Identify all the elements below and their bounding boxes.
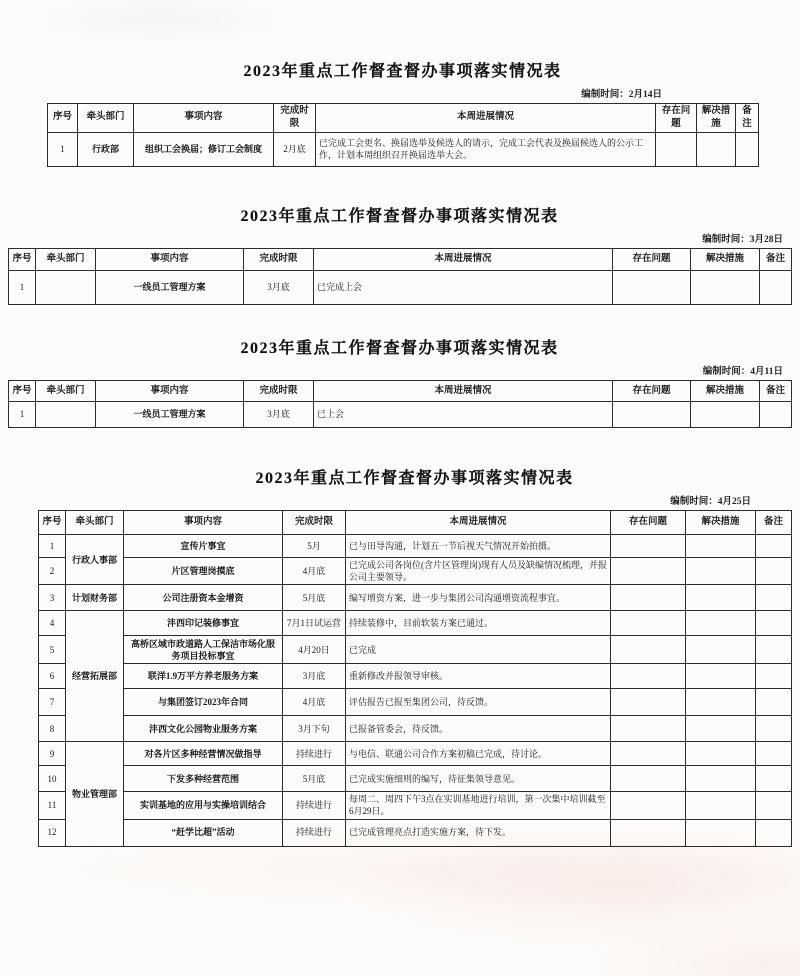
cell-note xyxy=(756,716,792,742)
cell-solution xyxy=(686,664,756,689)
cell-problem xyxy=(611,558,686,585)
cell-item: 实训基地的应用与实操培训结合 xyxy=(124,792,283,819)
table-row xyxy=(39,716,792,742)
cell-progress: 已完成上会 xyxy=(314,271,613,305)
col-header-dept: 牵头部门 xyxy=(78,104,134,133)
cell-dept xyxy=(36,271,96,305)
table-row xyxy=(39,819,792,846)
cell-item: 一线员工管理方案 xyxy=(96,402,244,428)
cell-deadline: 3月下旬 xyxy=(283,716,346,742)
cell-item: 下发多种经营范围 xyxy=(124,766,283,792)
cell-solution xyxy=(686,558,756,585)
cell-problem xyxy=(613,402,691,428)
col-header-item: 事项内容 xyxy=(96,381,244,402)
cell-no: 1 xyxy=(39,535,66,558)
cell-progress: 已完成公司各岗位(含片区管理岗)现有人员及缺编情况梳理，并报公司主要领导。 xyxy=(346,558,611,585)
col-header-problem: 存在问题 xyxy=(611,511,686,535)
cell-solution xyxy=(686,535,756,558)
col-header-no: 序号 xyxy=(39,511,66,535)
cell-deadline: 持续进行 xyxy=(283,742,346,766)
cell-no: 1 xyxy=(9,271,36,305)
cell-solution xyxy=(686,689,756,716)
table-row xyxy=(39,664,792,689)
cell-solution xyxy=(686,716,756,742)
header-row xyxy=(48,104,759,133)
cell-item: 一线员工管理方案 xyxy=(96,271,244,305)
cell-problem xyxy=(611,689,686,716)
status-table xyxy=(38,510,792,847)
cell-no: 4 xyxy=(39,611,66,636)
cell-note xyxy=(756,585,792,611)
col-header-no: 序号 xyxy=(9,381,36,402)
table-row xyxy=(39,742,792,766)
table-row xyxy=(39,535,792,558)
col-header-item: 事项内容 xyxy=(96,249,244,271)
status-table xyxy=(8,380,792,428)
compile-date: 编制时间：3月28日 xyxy=(702,235,783,245)
cell-solution xyxy=(686,585,756,611)
col-header-problem: 存在问题 xyxy=(613,381,691,402)
cell-no: 1 xyxy=(9,402,36,428)
cell-note xyxy=(756,558,792,585)
cell-no: 8 xyxy=(39,716,66,742)
cell-problem xyxy=(611,535,686,558)
cell-solution xyxy=(691,271,760,305)
cell-problem xyxy=(656,132,697,166)
cell-progress: 已报备管委会，待反馈。 xyxy=(346,716,611,742)
cell-note xyxy=(756,664,792,689)
cell-item: 高桥区域市政道路人工保洁市场化服务项目投标事宜 xyxy=(124,636,283,664)
cell-problem xyxy=(611,664,686,689)
cell-progress: 已完成实施细则的编写，待征集领导意见。 xyxy=(346,766,611,792)
cell-note xyxy=(756,689,792,716)
report-section-apr25 xyxy=(38,465,791,847)
cell-item: 联洋1.9万平方养老服务方案 xyxy=(124,664,283,689)
compile-date: 编制时间：4月25日 xyxy=(670,497,751,507)
cell-item: 与集团签订2023年合同 xyxy=(124,689,283,716)
cell-solution xyxy=(686,819,756,846)
cell-note xyxy=(756,742,792,766)
col-header-deadline: 完成时限 xyxy=(244,249,314,271)
report-section-mar28 xyxy=(8,203,791,305)
cell-problem xyxy=(611,716,686,742)
table-row xyxy=(48,132,759,166)
cell-progress: 评估报告已报至集团公司，待反馈。 xyxy=(346,689,611,716)
cell-deadline: 3月底 xyxy=(283,664,346,689)
cell-problem xyxy=(611,792,686,819)
cell-item: 对各片区多种经营情况做指导 xyxy=(124,742,283,766)
cell-deadline: 持续进行 xyxy=(283,792,346,819)
col-header-dept: 牵头部门 xyxy=(36,381,96,402)
page-title: 2023年重点工作督查督办事项落实情况表 xyxy=(243,63,562,80)
table-row xyxy=(39,689,792,716)
cell-deadline: 7月1日试运营 xyxy=(283,611,346,636)
cell-progress: 已上会 xyxy=(314,402,613,428)
col-header-solution: 解决措施 xyxy=(691,381,760,402)
cell-solution xyxy=(686,636,756,664)
col-header-progress: 本周进展情况 xyxy=(346,511,611,535)
status-table xyxy=(47,103,759,167)
cell-solution xyxy=(686,611,756,636)
cell-dept: 物业管理部 xyxy=(66,742,124,846)
cell-note xyxy=(760,271,792,305)
col-header-deadline: 完成时限 xyxy=(244,381,314,402)
header-row xyxy=(9,249,792,271)
cell-deadline: 5月 xyxy=(283,535,346,558)
table-row xyxy=(39,766,792,792)
cell-problem xyxy=(611,611,686,636)
cell-progress: 与电信、联通公司合作方案初稿已完成，待讨论。 xyxy=(346,742,611,766)
cell-solution xyxy=(691,402,760,428)
cell-solution xyxy=(686,792,756,819)
cell-progress: 已完成工会更名、换届选举及候选人的请示，完成工会代表及换届候选人的公示工作，计划本周组织召开换届选举大会。 xyxy=(316,132,656,166)
table-row xyxy=(39,636,792,664)
cell-item: 组织工会换届；修订工会制度 xyxy=(134,132,274,166)
report-section-feb14 xyxy=(47,58,758,167)
cell-note xyxy=(760,402,792,428)
table-row xyxy=(9,402,792,428)
cell-no: 6 xyxy=(39,664,66,689)
cell-problem xyxy=(611,742,686,766)
col-header-solution: 解决措施 xyxy=(686,511,756,535)
cell-deadline: 3月底 xyxy=(244,402,314,428)
cell-problem xyxy=(611,636,686,664)
cell-problem xyxy=(611,766,686,792)
cell-dept: 行政人事部 xyxy=(66,535,124,585)
cell-note xyxy=(756,611,792,636)
col-header-solution: 解决措施 xyxy=(691,249,760,271)
page-title: 2023年重点工作督查督办事项落实情况表 xyxy=(240,340,559,357)
cell-no: 2 xyxy=(39,558,66,585)
cell-note xyxy=(756,636,792,664)
cell-deadline: 5月底 xyxy=(283,585,346,611)
table-row xyxy=(39,558,792,585)
table-row xyxy=(39,585,792,611)
header-row xyxy=(39,511,792,535)
cell-problem xyxy=(613,271,691,305)
table-row xyxy=(9,271,792,305)
compile-date: 编制时间：4月11日 xyxy=(702,367,783,377)
table-row xyxy=(39,792,792,819)
cell-no: 3 xyxy=(39,585,66,611)
col-header-progress: 本周进展情况 xyxy=(314,249,613,271)
cell-solution xyxy=(686,742,756,766)
cell-deadline: 持续进行 xyxy=(283,819,346,846)
cell-item: 片区管理岗摸底 xyxy=(124,558,283,585)
cell-deadline: 5月底 xyxy=(283,766,346,792)
col-header-problem: 存在问题 xyxy=(613,249,691,271)
cell-problem xyxy=(611,585,686,611)
cell-item: 公司注册资本金增资 xyxy=(124,585,283,611)
col-header-progress: 本周进展情况 xyxy=(314,381,613,402)
col-header-progress: 本周进展情况 xyxy=(316,104,656,133)
cell-dept xyxy=(36,402,96,428)
col-header-problem: 存在问题 xyxy=(656,104,697,133)
report-section-apr11 xyxy=(8,335,791,428)
cell-note xyxy=(756,792,792,819)
cell-item: 宣传片事宜 xyxy=(124,535,283,558)
header-row xyxy=(9,381,792,402)
cell-note xyxy=(756,535,792,558)
page-title: 2023年重点工作督查督办事项落实情况表 xyxy=(240,208,559,225)
cell-dept: 经营拓展部 xyxy=(66,611,124,742)
cell-solution xyxy=(697,132,736,166)
cell-no: 7 xyxy=(39,689,66,716)
col-header-no: 序号 xyxy=(48,104,78,133)
cell-progress: 编写增资方案，进一步与集团公司沟通增资流程事宜。 xyxy=(346,585,611,611)
col-header-note: 备注 xyxy=(756,511,792,535)
cell-note xyxy=(736,132,759,166)
cell-no: 12 xyxy=(39,819,66,846)
cell-dept: 行政部 xyxy=(78,132,134,166)
cell-progress: 已完成 xyxy=(346,636,611,664)
status-table xyxy=(8,248,792,305)
cell-dept: 计划财务部 xyxy=(66,585,124,611)
cell-item: 沣西文化公园物业服务方案 xyxy=(124,716,283,742)
cell-deadline: 2月底 xyxy=(274,132,316,166)
col-header-dept: 牵头部门 xyxy=(66,511,124,535)
col-header-note: 备注 xyxy=(736,104,759,133)
cell-progress: 持续装修中，目前软装方案已通过。 xyxy=(346,611,611,636)
col-header-item: 事项内容 xyxy=(124,511,283,535)
col-header-solution: 解决措施 xyxy=(697,104,736,133)
col-header-deadline: 完成时限 xyxy=(274,104,316,133)
cell-note xyxy=(756,766,792,792)
col-header-no: 序号 xyxy=(9,249,36,271)
col-header-note: 备注 xyxy=(760,249,792,271)
col-header-deadline: 完成时限 xyxy=(283,511,346,535)
cell-solution xyxy=(686,766,756,792)
cell-no: 11 xyxy=(39,792,66,819)
cell-no: 1 xyxy=(48,132,78,166)
cell-problem xyxy=(611,819,686,846)
cell-item: “赶学比超”活动 xyxy=(124,819,283,846)
cell-deadline: 4月底 xyxy=(283,558,346,585)
col-header-item: 事项内容 xyxy=(134,104,274,133)
table-row xyxy=(39,611,792,636)
cell-progress: 重新修改并报领导审核。 xyxy=(346,664,611,689)
cell-progress: 已与田导沟通，计划五一节后视天气情况开始拍摄。 xyxy=(346,535,611,558)
page-title: 2023年重点工作督查督办事项落实情况表 xyxy=(255,470,574,487)
cell-deadline: 3月底 xyxy=(244,271,314,305)
cell-no: 5 xyxy=(39,636,66,664)
col-header-note: 备注 xyxy=(760,381,792,402)
cell-progress: 已完成管理亮点打造实施方案，待下发。 xyxy=(346,819,611,846)
cell-progress: 每周二、周四下午3点在实训基地进行培训，第一次集中培训截至6月29日。 xyxy=(346,792,611,819)
cell-item: 沣西印记装修事宜 xyxy=(124,611,283,636)
cell-deadline: 4月底 xyxy=(283,689,346,716)
col-header-dept: 牵头部门 xyxy=(36,249,96,271)
cell-no: 10 xyxy=(39,766,66,792)
cell-no: 9 xyxy=(39,742,66,766)
cell-deadline: 4月20日 xyxy=(283,636,346,664)
cell-note xyxy=(756,819,792,846)
compile-date: 编制时间：2月14日 xyxy=(581,90,662,100)
